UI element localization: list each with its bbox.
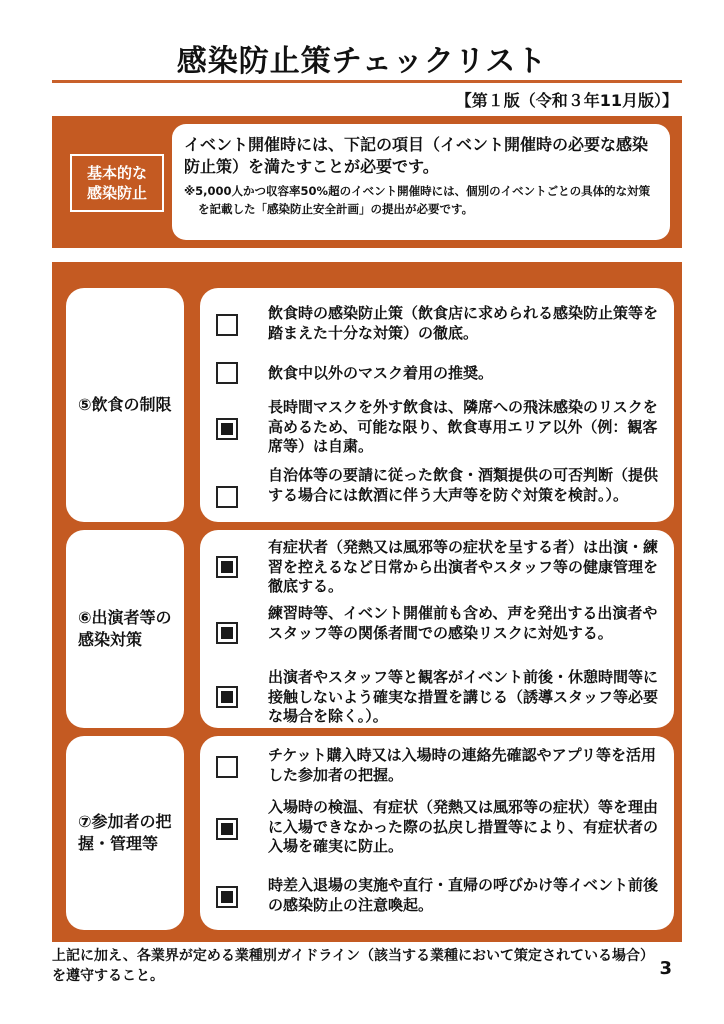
checklist-item [200, 874, 674, 922]
page-title: 感染防止策チェックリスト [176, 44, 548, 79]
checklist-item-text: 飲食中以外のマスク着用の推奨。 [268, 364, 494, 382]
section-label-dining: ⑤飲食の制限 [66, 288, 184, 522]
basic-band [52, 116, 682, 248]
page-number: 3 [659, 958, 672, 979]
checklist-band [52, 262, 682, 942]
checklist-item-text: 自治体等の要請に従った飲食・酒類提供の可否判断（提供する場合には飲酒に伴う大声等を防ぐ対策を検討。）。 [268, 466, 659, 504]
checkbox-checked[interactable] [216, 622, 238, 644]
checklist-item-text: 有症状者（発熱又は風邪等の症状を呈する者）は出演・練習を控えるなど日常から出演者やスタッフ等の健康管理を徹底する。 [268, 538, 659, 595]
basic-intro-box [172, 124, 670, 240]
checklist-item [200, 356, 674, 390]
checklist-item-text: チケット購入時又は入場時の連絡先確認やアプリ等を活用した参加者の把握。 [268, 746, 657, 784]
checkbox-checked[interactable] [216, 418, 238, 440]
checkbox-checked[interactable] [216, 556, 238, 578]
checklist-item [200, 300, 674, 350]
basic-label: 基本的な 感染防止 [70, 154, 164, 212]
checklist-item-text: 長時間マスクを外す飲食は、隣席への飛沫感染のリスクを高めるため、可能な限り、飲食専用エリア以外（例：観客席等）は自粛。 [268, 398, 658, 455]
checklist-item-text: 飲食時の感染防止策（飲食店に求められる感染防止策等を踏まえた十分な対策）の徹底。 [268, 304, 659, 342]
checkbox-checked[interactable] [216, 686, 238, 708]
section-items-performers [200, 530, 674, 728]
checklist-item [200, 796, 674, 862]
title-rule [52, 80, 682, 83]
checklist-item-text: 時差入退場の実施や直行・直帰の呼びかけ等イベント前後の感染防止の注意喚起。 [268, 876, 659, 914]
checklist-item-text: 練習時等、イベント開催前も含め、声を発出する出演者やスタッフ等の関係者間での感染リスクに対処する。 [268, 604, 658, 642]
checkbox-checked[interactable] [216, 818, 238, 840]
checkbox[interactable] [216, 486, 238, 508]
checkbox[interactable] [216, 314, 238, 336]
checklist-item [200, 666, 674, 728]
checklist-item [200, 536, 674, 598]
checklist-item [200, 602, 674, 664]
checklist-item-text: 出演者やスタッフ等と観客がイベント前後・休憩時間等に接触しないよう確実な措置を講じる（誘導スタッフ等必要な場合を除く。）。 [268, 668, 659, 725]
edition-label: 【第１版（令和３年11月版）】 [455, 91, 678, 110]
section-label-participants: ⑦参加者の把握・管理等 [66, 736, 184, 930]
basic-intro-note: ※5,000人かつ収容率50%超のイベント開催時には、個別のイベントごとの具体的な対策を記載した「感染防止安全計画」の提出が必要です。 [184, 183, 651, 216]
checklist-item-text: 入場時の検温、有症状（発熱又は風邪等の症状）等を理由に入場できなかった際の払戻し措置等により、有症状者の入場を確実に防止。 [268, 798, 659, 855]
checkbox[interactable] [216, 362, 238, 384]
checkbox[interactable] [216, 756, 238, 778]
section-items-participants [200, 736, 674, 930]
basic-intro-text: イベント開催時には、下記の項目（イベント開催時の必要な感染防止策）を満たすことが必要です。 [184, 135, 649, 177]
checkbox-checked[interactable] [216, 886, 238, 908]
checklist-item [200, 466, 674, 518]
checklist-item [200, 742, 674, 790]
section-label-performers: ⑥出演者等の感染対策 [66, 530, 184, 728]
footer-note: 上記に加え、各業界が定める業種別ガイドライン（該当する業種において策定されている場合）を遵守すること。 [52, 948, 647, 985]
checklist-item [200, 396, 674, 462]
section-items-dining [200, 288, 674, 522]
